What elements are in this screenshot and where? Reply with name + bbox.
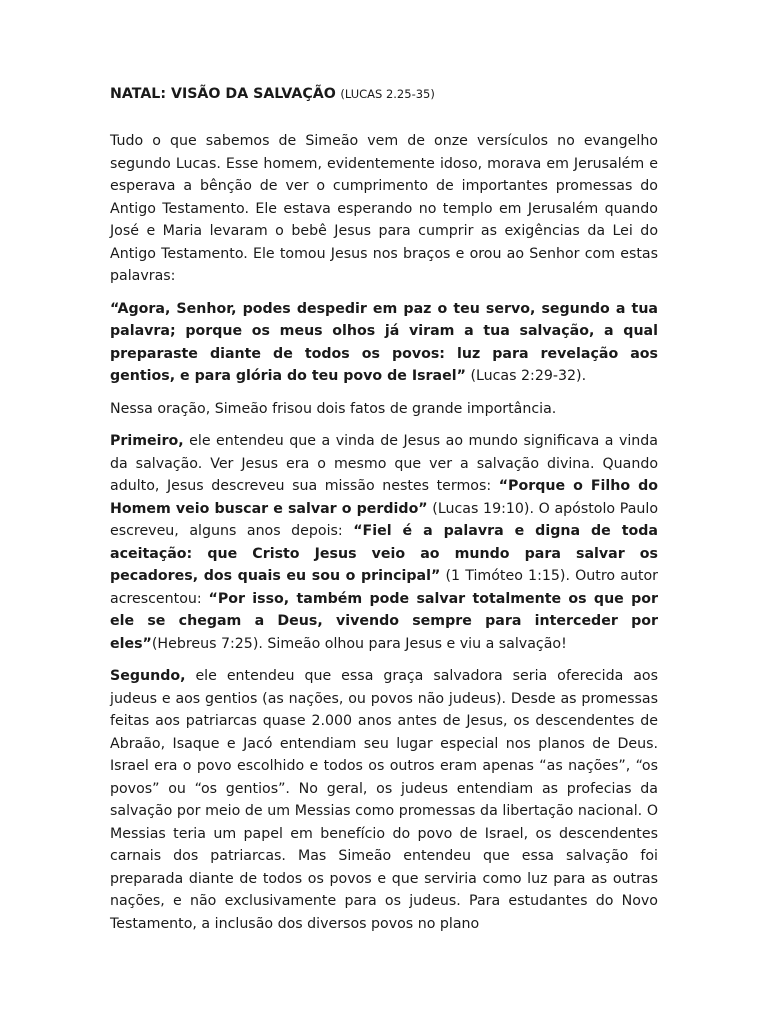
title-main: NATAL: VISÃO DA SALVAÇÃO (110, 86, 336, 102)
first-quote-3: “Por isso, também pode salvar totalmente os que por ele se chegam a Deus, vivendo sempre para interceder por eles” (110, 590, 658, 652)
quote-reference: (Lucas 2:29-32). (465, 368, 587, 384)
first-text-4: (Hebreus 7:25). Simeão olhou para Jesus e viu a salvação! (151, 635, 567, 652)
first-label: Primeiro, (110, 433, 184, 449)
intro-paragraph: Tudo o que sabemos de Simeão vem de onze versículos no evangelho segundo Lucas. Esse homem, evidentemente idoso, morava em Jerusalém e esperava a bênção de ver o cumprimento de importantes promessas do Antigo Testamento. Ele estava esperando no templo em Jerusalém quando José e Maria levaram o bebê Jesus para cumprir as exigências da Lei do Antigo Testamento. Ele tomou Jesus nos braços e orou ao Senhor com estas palavras: (110, 133, 658, 284)
first-paragraph (110, 430, 658, 655)
second-text: ele entendeu que essa graça salvadora seria oferecida aos judeus e aos gentios (as nações, ou povos não judeus). Desde as promessas feitas aos patriarcas quase 2.000 anos antes de Jesus, os descendentes de Abraão, Isaque e Jacó entendiam seu lugar especial nos planos de Deus. Israel era o povo escolhido e todos os outros eram apenas “as nações”, “os povos” ou “os gentios”. No geral, os judeus entendiam as profecias da salvação por meio de um Messias como promessas da libertação nacional. O Messias teria um papel em benefício do povo de Israel, os descendentes carnais dos patriarcas. Mas Simeão entendeu que essa salvação foi preparada diante de todos os povos e que serviria como luz para as outras nações, e não exclusivamente para os judeus. Para estudantes do Novo Testamento, a inclusão dos diversos povos no plano (110, 668, 658, 932)
document-title (110, 84, 658, 104)
first-text-3: (1 Timóteo 1:15). Outro autor acrescentou: (110, 568, 658, 607)
document-page (110, 84, 658, 945)
quote-text: “Agora, Senhor, podes despedir em paz o teu servo, segundo a tua palavra; porque os meus olhos já viram a tua salvação, a qual preparaste diante de todos os povos: luz para revelação aos gentios, e para glória do teu povo de Israel” (110, 300, 658, 384)
title-reference: (LUCAS 2.25-35) (340, 87, 435, 101)
first-text-1: ele entendeu que a vinda de Jesus ao mundo significava a vinda da salvação. Ver Jesus era o mesmo que ver a salvação divina. Quando adulto, Jesus descreveu sua missão nestes termos: (110, 433, 658, 494)
second-label: Segundo, (110, 668, 186, 684)
second-paragraph (110, 665, 658, 935)
quote-paragraph (110, 298, 658, 388)
prayer-note-paragraph: Nessa oração, Simeão frisou dois fatos de grande importância. (110, 400, 557, 417)
first-text-2: (Lucas 19:10). O apóstolo Paulo escreveu, alguns anos depois: (110, 500, 658, 539)
first-quote-2: “Fiel é a palavra e digna de toda aceitação: que Cristo Jesus veio ao mundo para salvar os pecadores, dos quais eu sou o principal” (110, 523, 658, 584)
first-quote-1: “Porque o Filho do Homem veio buscar e salvar o perdido” (110, 478, 659, 517)
